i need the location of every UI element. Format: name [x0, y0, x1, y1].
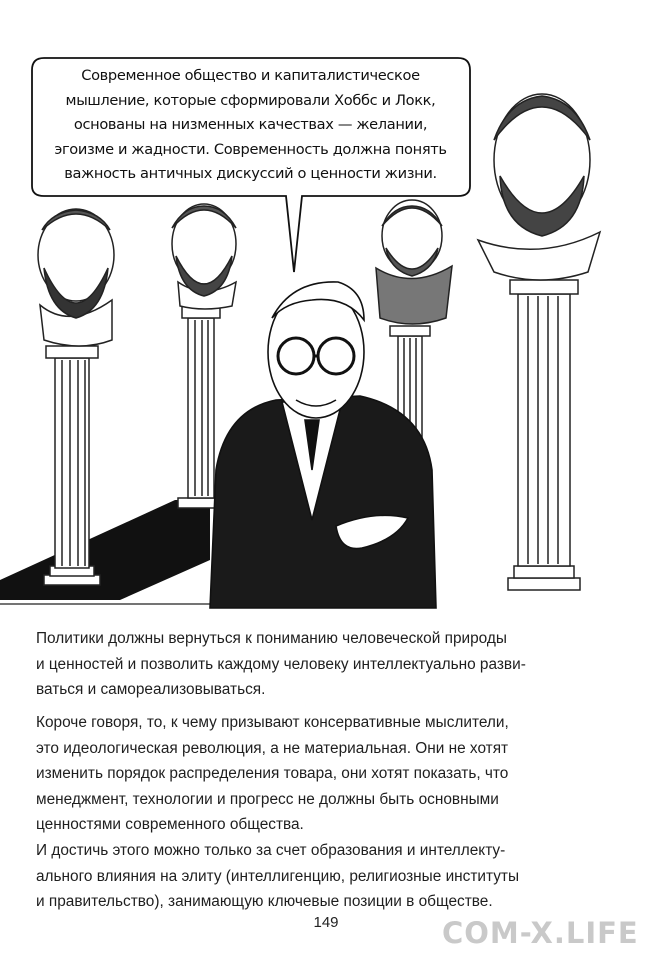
bust-column-4 [478, 94, 600, 590]
text-line: Короче говоря, то, к чему призывают консервативные мыслители, [36, 714, 509, 731]
bubble-line: основаны на низменных качествах — желании, [73, 116, 428, 134]
text-line: ального влияния на элиту (интеллигенцию, религиозные институты [36, 867, 520, 885]
text-line: ценностями современного общества. [36, 816, 304, 833]
bubble-line: эгоизме и жадности. Современность должна понять [54, 140, 447, 158]
bubble-line: Современное общество и капиталистическое [81, 67, 420, 84]
text-line: ваться и самореализовываться. [36, 681, 266, 698]
bust-column-1 [38, 209, 114, 585]
text-line: менеджмент, технологии и прогресс не должны быть основными [36, 790, 499, 808]
watermark: COM-X.LIFE [442, 916, 639, 950]
floor-shadow [0, 500, 210, 600]
text-line: изменить порядок распределения товара, они хотят показать, что [36, 765, 509, 782]
speech-bubble-text [42, 64, 459, 187]
paragraph-1 [36, 626, 620, 703]
speech-bubble [34, 57, 467, 195]
text-line: и правительство), занимающую ключевые позиции в обществе. [36, 893, 493, 910]
text-line: Политики должны вернуться к пониманию человеческой природы [36, 630, 507, 647]
paragraph-2 [36, 710, 620, 838]
text-line: и ценностей и позволить каждому человеку интеллектуально разви- [36, 655, 526, 673]
bubble-line: важность античных дискуссий о ценности жизни. [64, 165, 437, 183]
paragraph-3 [36, 838, 620, 915]
bubble-line: мышление, которые сформировали Хоббс и Локк, [65, 91, 436, 109]
text-line: это идеологическая революция, а не материальная. Они не хотят [36, 739, 509, 757]
page-number: 149 [313, 914, 339, 931]
text-line: И достичь этого можно только за счет образования и интеллекту- [36, 842, 506, 859]
